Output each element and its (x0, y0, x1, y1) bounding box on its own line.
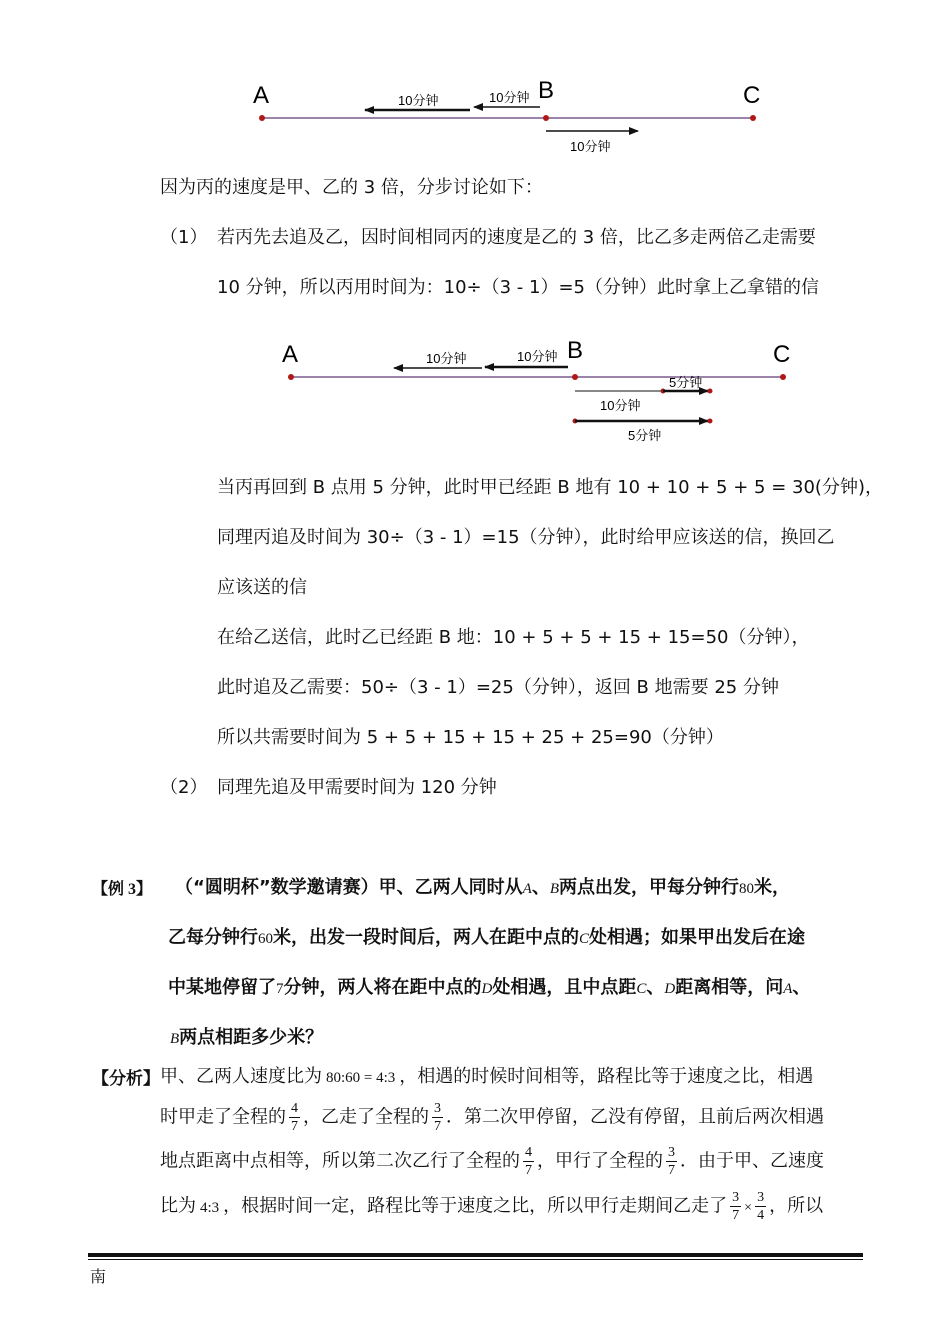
analysis-text: ，相遇的时候时间相等，路程比等于速度之比，相遇 (399, 1066, 814, 1087)
label-a-2: A (282, 341, 299, 368)
point-end-2 (708, 419, 713, 424)
example-text: 、 (646, 977, 665, 998)
analysis-line2 (160, 1100, 824, 1140)
example-text: 米， (754, 877, 791, 898)
times-sign: × (744, 1200, 753, 1216)
example-text: 处相遇；如果甲出发后在途 (589, 927, 806, 948)
label-right-small: 5分钟 (669, 375, 703, 390)
case1-line2: 10 分钟，所以丙用时间为：10÷（3 - 1）=5（分钟）此时拿上乙拿错的信 (217, 277, 819, 298)
ratio: 4:3 (200, 1199, 220, 1216)
example-text: （“圆明杯”数学邀请赛）甲、乙两人同时从 (175, 877, 523, 898)
example-text: 距离相等，问 (675, 977, 784, 998)
analysis-line3 (160, 1144, 824, 1184)
footer-rule-thick (88, 1253, 863, 1257)
var-d: D (664, 981, 676, 997)
fraction: $\frac{4}{7}$ (291, 1101, 298, 1134)
analysis-text: 比为 (160, 1195, 196, 1217)
label-left-far-2: 10分钟 (426, 351, 467, 366)
example-text: 、 (531, 877, 550, 898)
analysis-text: 时甲走了全程的 (160, 1106, 286, 1128)
step-2: 同理丙追及时间为 30÷（3 - 1）=15（分钟），此时给甲应该送的信，换回乙 (217, 527, 835, 548)
analysis-text: ，所以 (769, 1195, 824, 1217)
analysis-text: 地点距离中点相等，所以第二次乙行了全程的 (160, 1150, 520, 1172)
num-7: 7 (276, 981, 284, 997)
diagram-2 (270, 330, 810, 450)
point-c (750, 115, 756, 121)
example-line4 (170, 1025, 323, 1052)
analysis-text: ．由于甲、乙速度 (680, 1150, 824, 1172)
analysis-text: ，乙走了全程的 (303, 1106, 429, 1128)
case2-number: （2） (160, 777, 208, 798)
example-line1 (175, 875, 790, 902)
point-b-2 (572, 374, 578, 380)
var-a: A (783, 981, 793, 997)
analysis-line4 (160, 1189, 823, 1229)
num-80: 80 (739, 881, 755, 897)
example-text: 处相遇，且中点距 (492, 977, 637, 998)
example-tag: 【例 3】 (92, 881, 153, 898)
analysis-tag: 【分析】 (92, 1069, 160, 1089)
diagram-1 (240, 70, 780, 160)
case1-line1: 若丙先去追及乙，因时间相同丙的速度是乙的 3 倍，比乙多走两倍乙走需要 (217, 227, 816, 248)
label-left-far: 10分钟 (398, 93, 439, 108)
point-c-2 (780, 374, 786, 380)
fraction: $\frac{3}{4}$ (757, 1190, 765, 1223)
step-4: 在给乙送信，此时乙已经距 B 地：10 + 5 + 5 + 15 + 15=50（分钟）， (217, 627, 810, 648)
label-left-near-2: 10分钟 (517, 349, 558, 364)
step-6: 所以共需要时间为 5 + 5 + 15 + 15 + 25 + 25=90（分钟） (217, 727, 724, 748)
ratio: 80:60 = 4:3 (326, 1070, 396, 1086)
point-a-2 (288, 374, 294, 380)
fraction: $\frac{3}{7}$ (668, 1145, 675, 1178)
label-b-2: B (567, 337, 584, 364)
step-1: 当丙再回到 B 点用 5 分钟，此时甲已经距 B 地有 10 + 10 + 5 + 5 = 30(分钟)， (217, 477, 883, 498)
analysis-text: ，甲行了全程的 (537, 1150, 663, 1172)
var-c: C (636, 981, 647, 997)
label-b: B (538, 77, 555, 104)
point-b (543, 115, 549, 121)
fraction: $\frac{3}{7}$ (732, 1190, 740, 1223)
example-text: 中某地停留了 (168, 977, 276, 998)
label-c-2: C (773, 341, 791, 368)
num-60: 60 (258, 931, 273, 947)
fraction: $\frac{4}{7}$ (525, 1145, 532, 1178)
analysis-text: ，根据时间一定，路程比等于速度之比，所以甲行走期间乙走了 (223, 1195, 728, 1217)
var-d: D (481, 981, 493, 997)
var-c: C (579, 931, 590, 947)
var-a: A (522, 881, 532, 897)
label-right-5: 5分钟 (628, 428, 662, 443)
label-right: 10分钟 (570, 139, 611, 154)
footer-text: 南 (90, 1267, 107, 1286)
fraction: $\frac{3}{7}$ (434, 1101, 441, 1134)
example-text: 乙每分钟行 (168, 927, 258, 948)
example-text: 两点相距多少米？ (179, 1027, 324, 1048)
analysis-text: 甲、乙两人速度比为 (160, 1066, 322, 1087)
example-line3 (168, 975, 810, 1002)
label-a: A (253, 82, 270, 109)
analysis-line1 (160, 1064, 813, 1091)
case1-number: （1） (160, 227, 208, 248)
label-right-10: 10分钟 (600, 398, 641, 413)
case2-line: 同理先追及甲需要时间为 120 分钟 (217, 777, 497, 798)
example-text: 米，出发一段时间后，两人在距中点的 (273, 927, 579, 948)
var-b: B (549, 881, 560, 897)
var-b: B (170, 1031, 180, 1047)
point-end-1 (708, 389, 713, 394)
intro-text: 因为丙的速度是甲、乙的 3 倍，分步讨论如下： (160, 177, 543, 198)
footer-rule-thin (88, 1259, 863, 1260)
point-a (259, 115, 265, 121)
step-3: 应该送的信 (217, 577, 307, 598)
example-text: 、 (792, 977, 811, 998)
example-text: 分钟，两人将在距中点的 (283, 977, 482, 998)
label-c: C (743, 82, 761, 109)
example-text: 两点出发，甲每分钟行 (559, 877, 740, 898)
label-left-near: 10分钟 (489, 90, 530, 105)
example-line2 (168, 925, 805, 952)
analysis-text: ．第二次甲停留，乙没有停留，且前后两次相遇 (446, 1106, 824, 1128)
step-5: 此时追及乙需要：50÷（3 - 1）=25（分钟），返回 B 地需要 25 分钟 (217, 677, 779, 698)
